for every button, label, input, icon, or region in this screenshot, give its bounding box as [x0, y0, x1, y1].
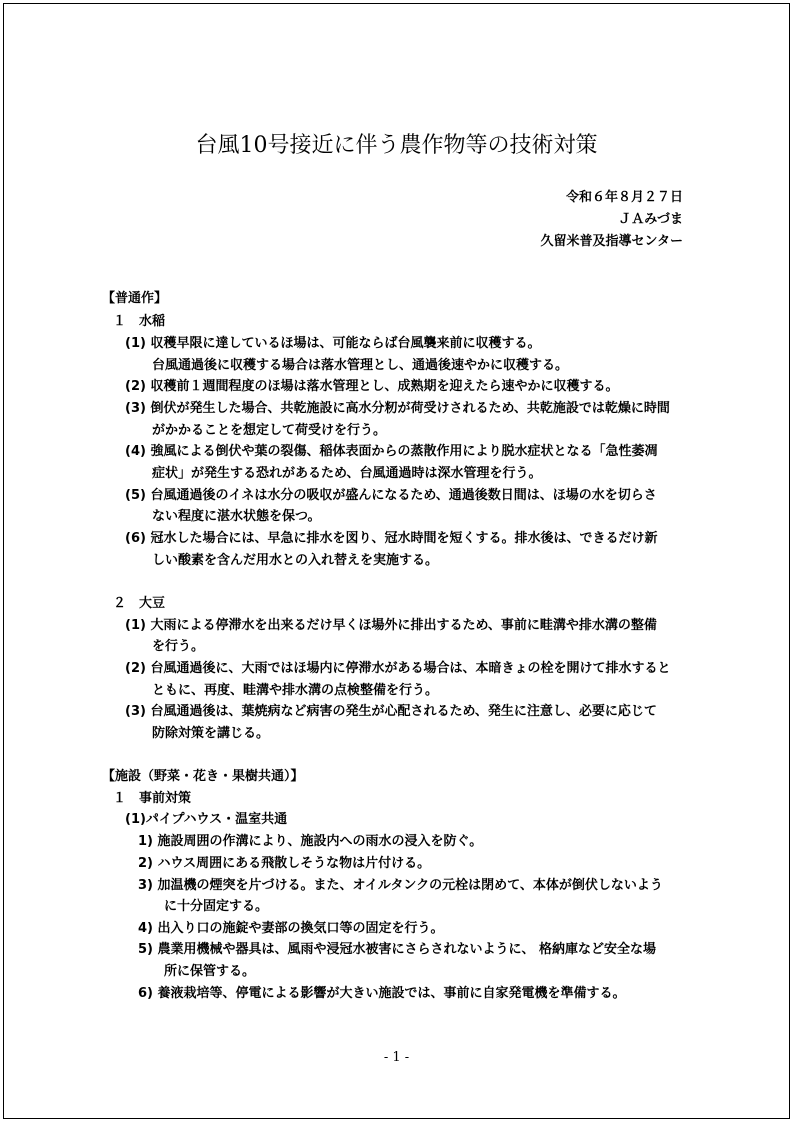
document-line: 4) 出入り口の施錠や妻部の換気口等の固定を行う。 — [138, 921, 444, 936]
document-title: 台風10号接近に伴う農作物等の技術対策 — [195, 133, 598, 158]
document-organization: ＪＡみづま — [618, 212, 683, 227]
document-line: １ 事前対策 — [113, 791, 192, 806]
document-line: (1) 大雨による停滞水を出来るだけ早くほ場外に排出するため、事前に畦溝や排水溝の整備 — [125, 618, 657, 633]
document-line: に十分固定する。 — [164, 899, 269, 914]
document-line: 2) ハウス周囲にある飛散しそうな物は片付ける。 — [138, 856, 431, 871]
document-line: (3) 台風通過後は、葉焼病など病害の発生が心配されるため、発生に注意し、必要に応じて — [125, 704, 657, 719]
document-line: ともに、再度、畦溝や排水溝の点検整備を行う。 — [152, 683, 439, 698]
document-line: 1) 施設周囲の作溝により、施設内への雨水の浸入を防ぐ。 — [138, 834, 483, 849]
document-line: １ 水稲 — [113, 314, 166, 329]
document-center: 久留米普及指導センター — [540, 234, 683, 249]
document-line: (5) 台風通過後のイネは水分の吸収が盛んになるため、通過後数日間は、ほ場の水を切らさ — [125, 488, 657, 503]
document-line: 6) 養液栽培等、停電による影響が大きい施設では、事前に自家発電機を準備する。 — [138, 986, 626, 1001]
document-date: 令和６年８月２７日 — [565, 190, 683, 205]
document-line: 【施設（野菜・花き・果樹共通）】 — [102, 769, 304, 784]
document-line: 5) 農業用機械や器具は、風雨や浸冠水被害にさらされないように、 格納庫など安全な場 — [138, 942, 657, 957]
document-line: ない程度に湛水状態を保つ。 — [152, 509, 321, 524]
document-line: 3) 加温機の煙突を片づける。また、オイルタンクの元栓は閉めて、本体が倒伏しないよう — [138, 878, 663, 893]
document-line: (1)パイプハウス・温室共通 — [125, 812, 288, 827]
document-line: 症状」が発生する恐れがあるため、台風通過時は深水管理を行う。 — [152, 466, 542, 481]
document-line: (2) 収穫前１週間程度のほ場は落水管理とし、成熟期を迎えたら速やかに収穫する。 — [125, 379, 619, 394]
document-line: 【普通作】 — [102, 291, 168, 306]
document-line: ２ 大豆 — [113, 596, 166, 611]
document-line: (2) 台風通過後に、大雨ではほ場内に停滞水がある場合は、本暗きょの栓を開けて排水すると — [125, 661, 671, 676]
document-line: 防除対策を講じる。 — [152, 726, 270, 741]
document-line: (6) 冠水した場合には、早急に排水を図り、冠水時間を短くする。排水後は、できるだけ新 — [125, 531, 658, 546]
document-line: 台風通過後に収穫する場合は落水管理とし、通過後速やかに収穫する。 — [152, 358, 569, 373]
document-line: がかかることを想定して荷受けを行う。 — [152, 423, 387, 438]
document-meta — [541, 187, 683, 253]
document-line: 所に保管する。 — [164, 964, 256, 979]
document-line: (4) 強風による倒伏や葉の裂傷、稲体表面からの蒸散作用により脱水症状となる「急性萎凋 — [125, 444, 658, 459]
document-line: しい酸素を含んだ用水との入れ替えを実施する。 — [152, 553, 439, 568]
document-line: (1) 収穫早限に達しているほ場は、可能ならば台風襲来前に収穫する。 — [125, 336, 541, 351]
document-page — [3, 3, 790, 1119]
document-line: を行う。 — [152, 639, 205, 654]
page-number: - 1 - — [383, 1050, 410, 1065]
document-line: (3) 倒伏が発生した場合、共乾施設に高水分籾が荷受けされるため、共乾施設では乾燥に時間 — [125, 401, 670, 416]
